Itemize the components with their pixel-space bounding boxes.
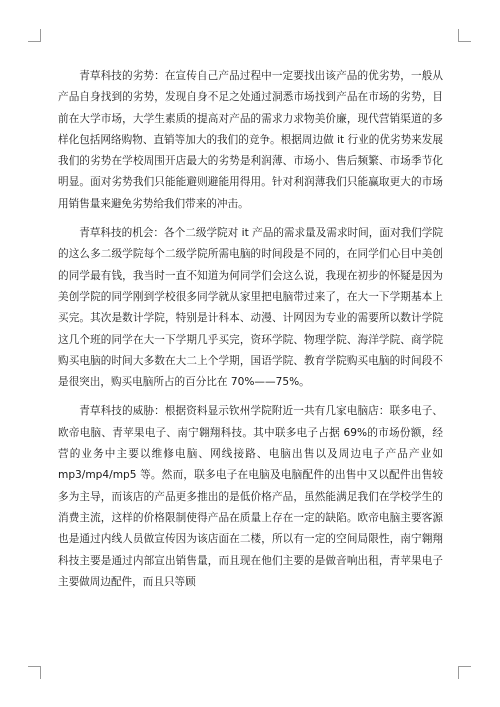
paragraph-spacer xyxy=(58,215,443,223)
crop-mark-bottom-right xyxy=(458,666,471,679)
paragraph-threats: 青草科技的威胁：根据资料显示钦州学院附近一共有几家电脑店：联多电子、欧帝电脑、青苹果电子、南宁翱翔科技。其中联多电子占据 69%的市场份额，经营的业务中主要以维修电脑、网线接路、电脑出售以及周边电子产品产业如 mp3/mp4/mp5 等。然而，联多电子在电脑及电脑配件的出售中又以配件出售较多为主导，而该店的产品更多推出的是低价格产品，虽然能满足我们在学校学生的消费主流，这样的价格限制使得产品在质量上存在一定的缺陷。欧帝电脑主要客源也是通过内线人员做宣传因为该店面在二楼，所以有一定的空间局限性，南宁翱翔科技主要是通过内部宣出销售量，而且现在他们主要的是做音响出租，青苹果电子主要做周边配件，而且只等顾 xyxy=(58,405,443,588)
crop-mark-bottom-left xyxy=(28,666,41,679)
document-body xyxy=(58,66,443,593)
crop-mark-top-left xyxy=(28,29,41,42)
paragraph-spacer xyxy=(58,393,443,401)
paragraph-weaknesses: 青草科技的劣势：在宣传自己产品过程中一定要找出该产品的优劣势，一般从产品自身找到的劣势，发现自身不足之处通过洞悉市场找到产品在市场的劣势，目前在大学市场，大学生素质的提高对产品的需求力求物美价廉，现代营销渠道的多样化包括网络购物、直销等加大的我们的竞争。根据周边做 it 行业的优劣势来发展我们的劣势在学校周围开店最大的劣势是利润薄、市场小、售后频繁、市场季节化明显。面对劣势我们只能能避则避能用得用。针对利润薄我们只能赢取更大的市场用销售量来避免劣势给我们带来的冲击。 xyxy=(58,70,443,210)
crop-mark-top-right xyxy=(458,29,471,42)
paragraph-opportunities: 青草科技的机会：各个二级学院对 it 产品的需求量及需求时间，面对我们学院的这么多二级学院每个二级学院所需电脑的时间段是不同的，在同学们心目中美创的同学最有钱，我当时一直不知道为何同学们会这么说，我现在初步的怀疑是因为美创学院的同学刚到学校很多同学就从家里把电脑带过来了，在大一下学期基本上买完。其次是数计学院，特别是计科本、动漫、计网因为专业的需要所以数计学院这几个班的同学在大一下学期几乎买完，资环学院、物理学院、海洋学院、商学院购买电脑的时间大多数在大二上个学期，国语学院、教育学院购买电脑的时间段不是很突出，购买电脑所占的百分比在 70%——75%。 xyxy=(58,227,443,389)
